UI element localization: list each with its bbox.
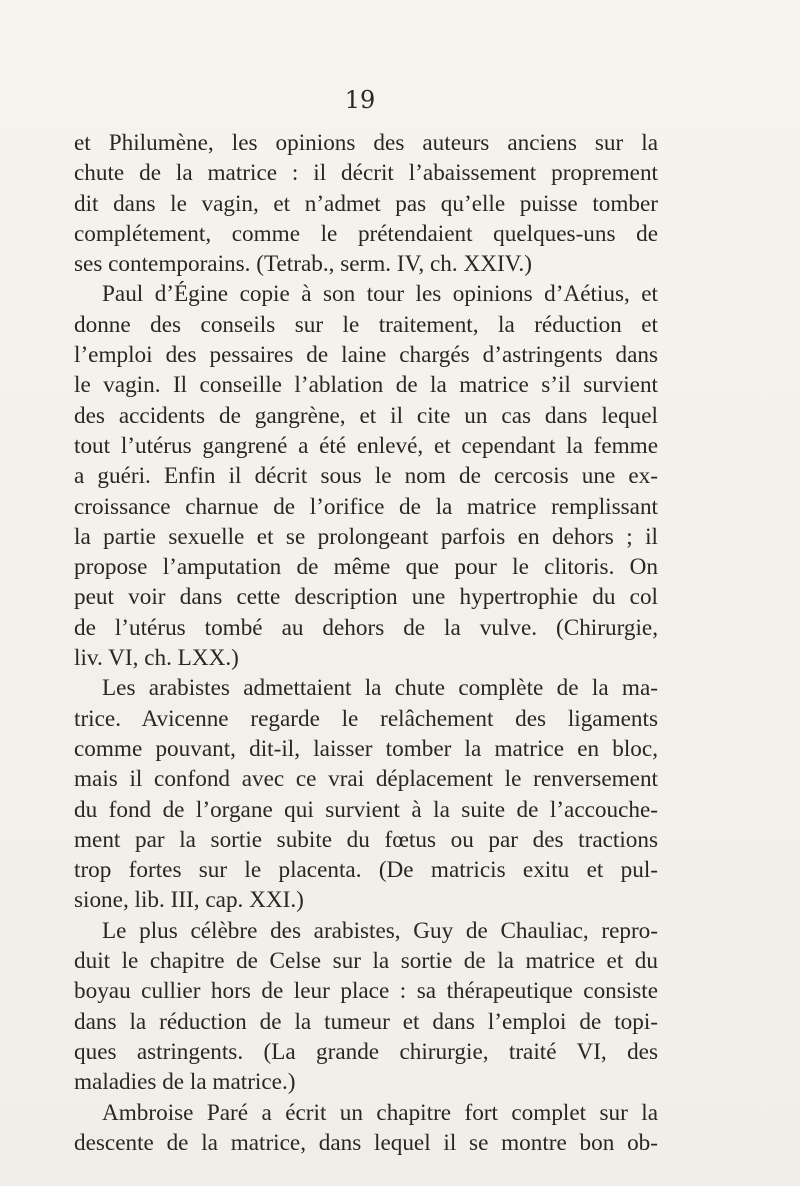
text-line: sione, lib. III, cap. XXI.) [74, 887, 304, 914]
text-line: croissance charnue de l’orifice de la matrice remplissant [74, 493, 658, 520]
text-line: complétement, comme le prétendaient quelques-uns de [74, 220, 658, 247]
text-line: boyau cullier hors de leur place : sa thérapeutique consiste [74, 978, 658, 1005]
text-line: de l’utérus tombé au dehors de la vulve. (Chirurgie, [74, 614, 658, 641]
text-line: Les arabistes admettaient la chute complète de la ma- [102, 675, 658, 702]
text-line: dans la réduction de la tumeur et dans l’emploi de topi- [74, 1008, 658, 1035]
text-line: Paul d’Égine copie à son tour les opinions d’Aétius, et [102, 281, 658, 308]
text-line: du fond de l’organe qui survient à la suite de l’accouche- [74, 796, 658, 823]
text-line: donne des conseils sur le traitement, la réduction et [74, 311, 658, 338]
text-line: trop fortes sur le placenta. (De matricis exitu et pul- [74, 857, 658, 884]
text-line: le vagin. Il conseille l’ablation de la matrice s’il survient [74, 372, 658, 399]
text-line: Le plus célèbre des arabistes, Guy de Chauliac, repro- [102, 917, 658, 944]
text-line: trice. Avicenne regarde le relâchement des ligaments [74, 705, 658, 732]
text-line: propose l’amputation de même que pour le clitoris. On [74, 554, 658, 581]
text-line: chute de la matrice : il décrit l’abaissement proprement [74, 160, 658, 187]
text-line: des accidents de gangrène, et il cite un cas dans lequel [74, 402, 658, 429]
text-line: ses contemporains. (Tetrab., serm. IV, ch. XXIV.) [74, 251, 532, 278]
text-line: descente de la matrice, dans lequel il se montre bon ob- [74, 1129, 658, 1156]
text-line: la partie sexuelle et se prolongeant parfois en dehors ; il [74, 523, 658, 550]
body-text [74, 128, 658, 1158]
text-line: et Philumène, les opinions des auteurs anciens sur la [74, 130, 658, 156]
page-number: 19 [344, 86, 376, 114]
text-line: maladies de la matrice.) [74, 1069, 296, 1096]
text-line: ment par la sortie subite du fœtus ou par des tractions [74, 826, 658, 853]
text-line: comme pouvant, dit-il, laisser tomber la matrice en bloc, [74, 735, 658, 762]
text-line: liv. VI, ch. LXX.) [74, 645, 239, 672]
text-line: tout l’utérus gangrené a été enlevé, et cependant la femme [74, 432, 658, 459]
text-line: a guéri. Enfin il décrit sous le nom de cercosis une ex- [74, 463, 658, 490]
text-line: l’emploi des pessaires de laine chargés d’astringents dans [74, 342, 658, 369]
text-line: Ambroise Paré a écrit un chapitre fort complet sur la [102, 1099, 658, 1126]
text-line: peut voir dans cette description une hypertrophie du col [74, 584, 658, 611]
text-line: dit dans le vagin, et n’admet pas qu’elle puisse tomber [74, 190, 658, 217]
text-line: duit le chapitre de Celse sur la sortie de la matrice et du [74, 948, 658, 975]
text-line: ques astringents. (La grande chirurgie, traité VI, des [74, 1038, 658, 1065]
text-line: mais il confond avec ce vrai déplacement le renversement [74, 766, 658, 793]
